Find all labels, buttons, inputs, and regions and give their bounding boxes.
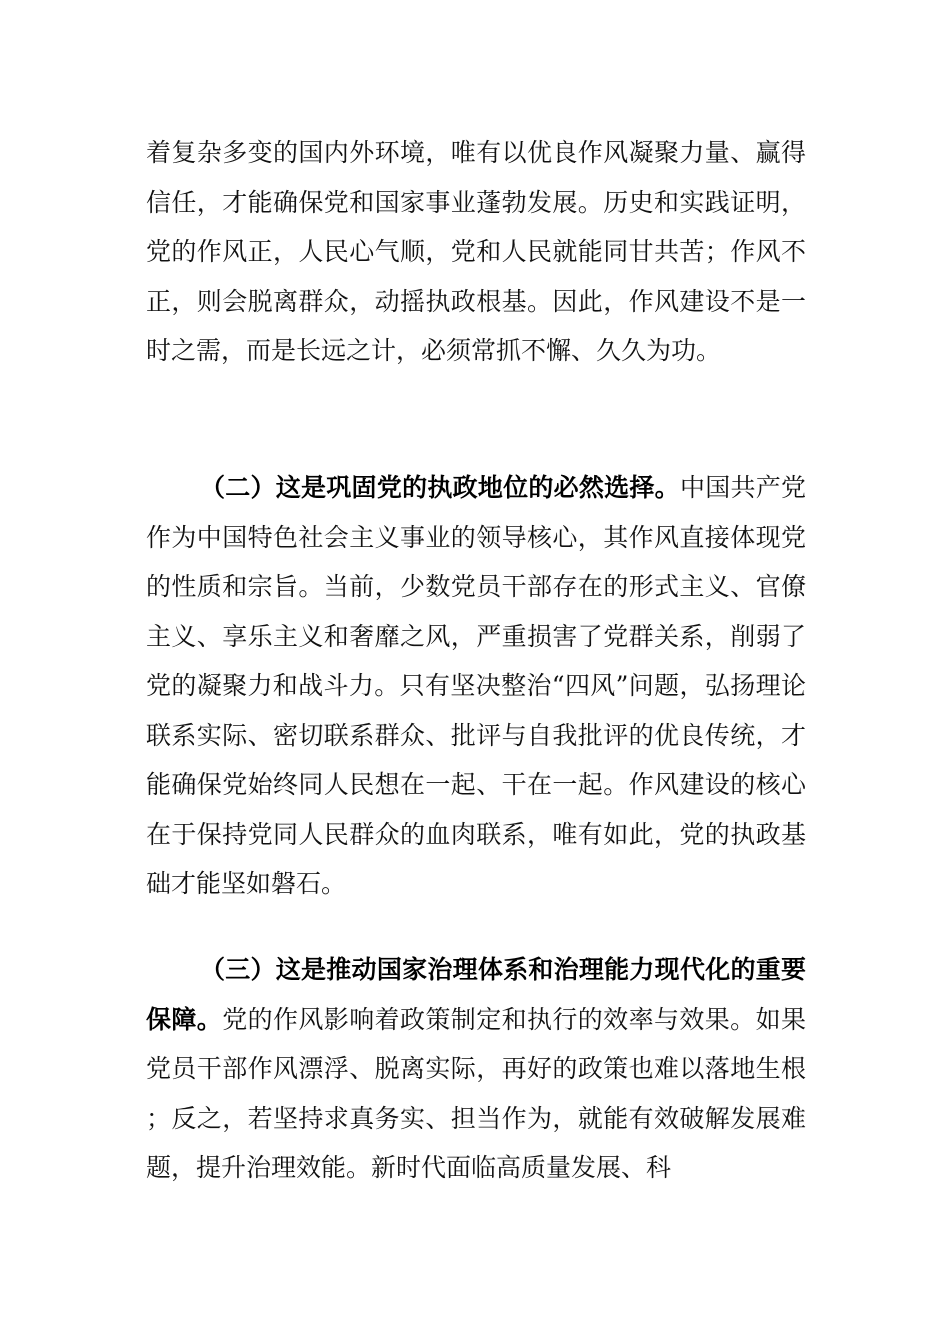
paragraph-section-2 bbox=[146, 463, 806, 909]
paragraph-section-3 bbox=[146, 945, 806, 1193]
paragraph-body: 着复杂多变的国内外环境，唯有以优良作风凝聚力量、赢得信任，才能确保党和国家事业蓬勃发展。历史和实践证明，党的作风正，人民心气顺，党和人民就能同甘共苦；作风不正，则会脱离群众，动摇执政根基。因此，作风建设不是一时之需，而是长远之计，必须常抓不懈、久久为功。 bbox=[146, 138, 806, 365]
section-heading: （三）这是推动国家治理体系和治理能力现代化的重要保障。 bbox=[146, 955, 806, 1034]
section-heading: （二）这是巩固党的执政地位的必然选择。 bbox=[200, 473, 680, 502]
paragraph-body: 中国共产党作为中国特色社会主义事业的领导核心，其作风直接体现党的性质和宗旨。当前，少数党员干部存在的形式主义、官僚主义、享乐主义和奢靡之风，严重损害了党群关系，削弱了党的凝聚力和战斗力。只有坚决整治“四风”问题，弘扬理论联系实际、密切联系群众、批评与自我批评的优良传统，才能确保党始终同人民想在一起、干在一起。作风建设的核心在于保持党同人民群众的血肉联系，唯有如此，党的执政基础才能坚如磐石。 bbox=[146, 473, 806, 898]
paragraph-continuation bbox=[146, 128, 806, 376]
paragraph-body: 党的作风影响着政策制定和执行的效率与效果。如果党员干部作风漂浮、脱离实际，再好的政策也难以落地生根；反之，若坚持求真务实、担当作为，就能有效破解发展难题，提升治理效能。新时代面临高质量发展、科 bbox=[146, 1004, 806, 1182]
